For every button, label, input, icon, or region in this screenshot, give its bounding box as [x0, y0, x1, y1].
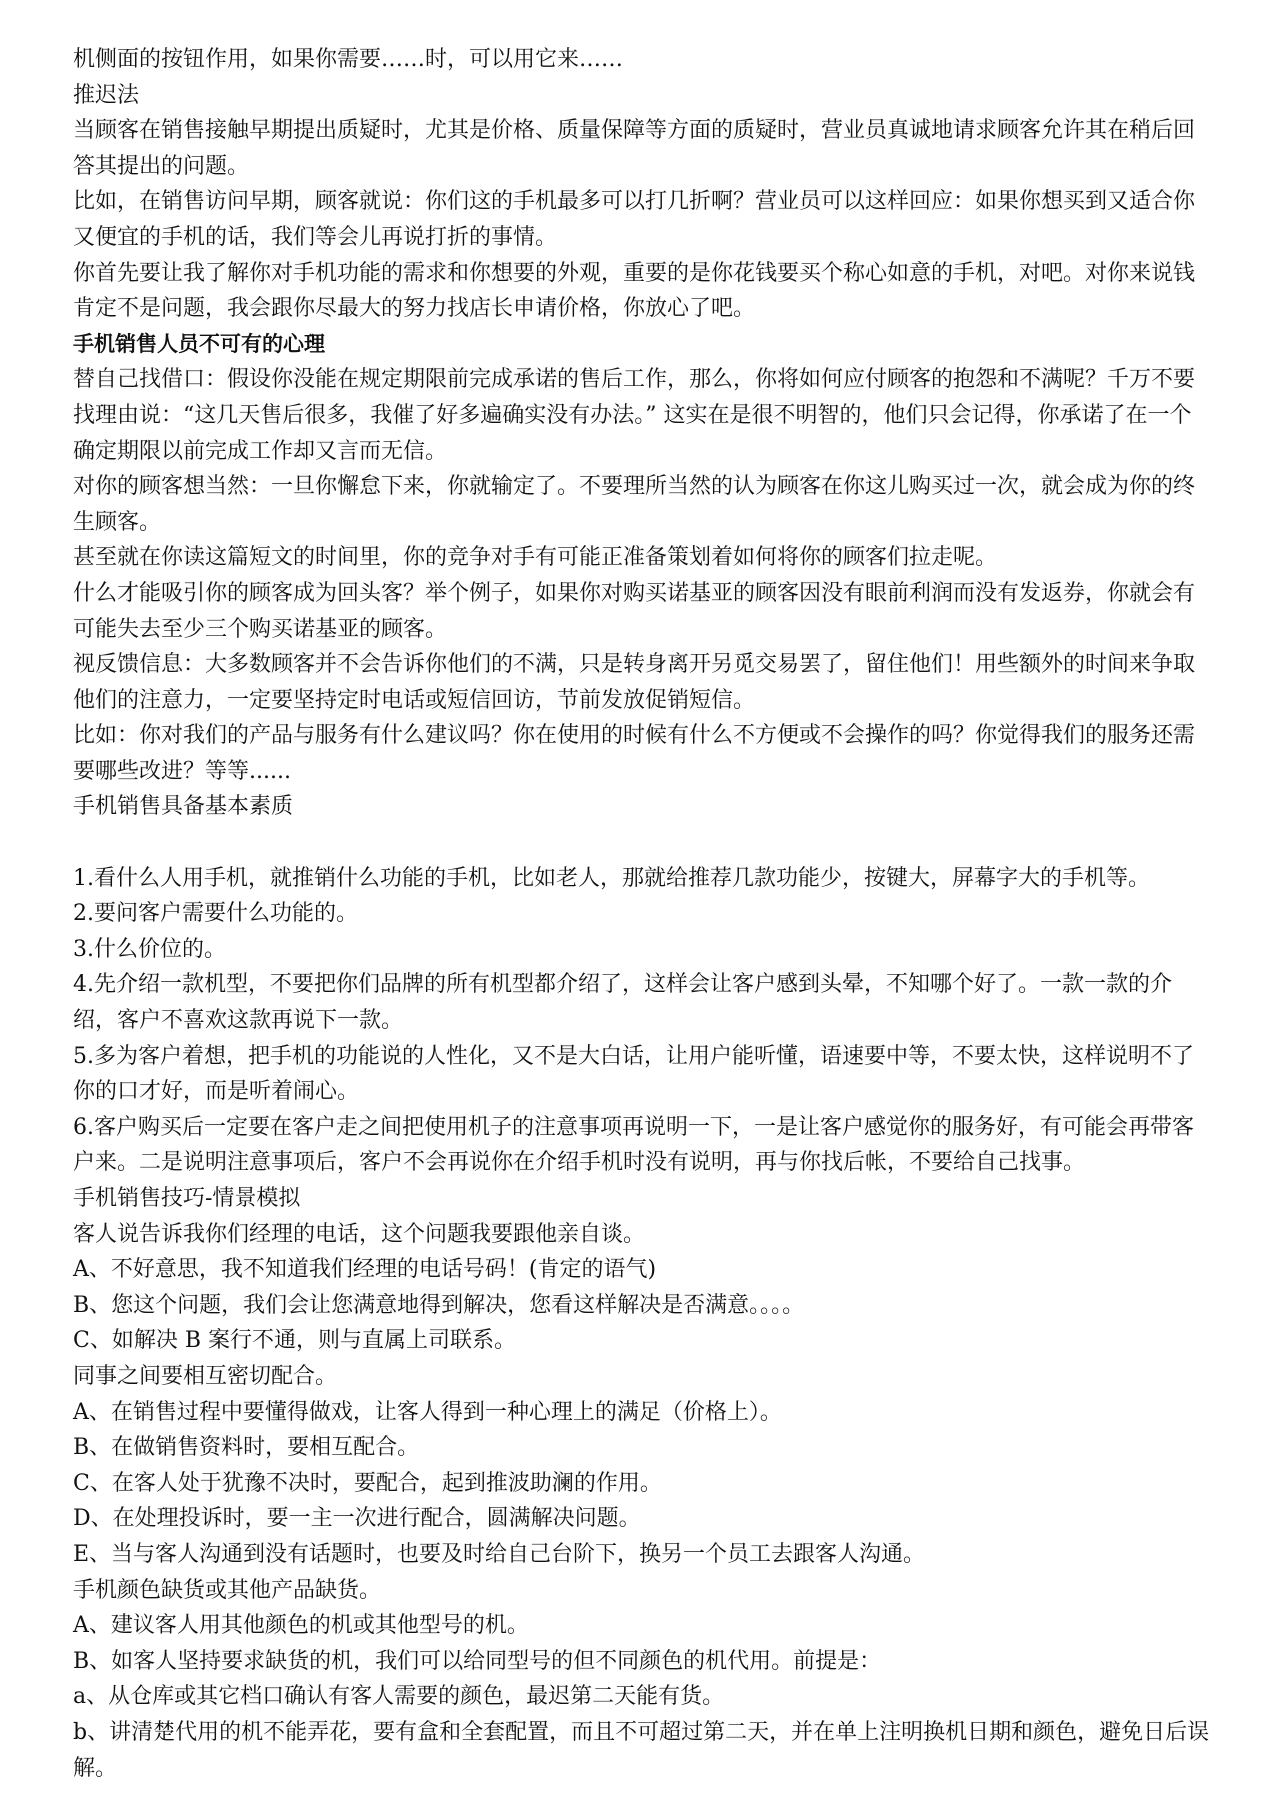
paragraph: 对你的顾客想当然：一旦你懈怠下来，你就输定了。不要理所当然的认为顾客在你这儿购买过一次，就会成为你的终生顾客。 — [73, 474, 1196, 535]
section-heading-scenarios: 手机销售技巧-情景模拟 — [73, 1186, 301, 1211]
paragraph: 机侧面的按钮作用，如果你需要……时，可以用它来…… — [73, 47, 624, 72]
list-item: C、在客人处于犹豫不决时，要配合，起到推波助澜的作用。 — [73, 1470, 662, 1496]
list-item: A、在销售过程中要懂得做戏，让客人得到一种心理上的满足（价格上）。 — [73, 1399, 782, 1425]
list-item: A、建议客人用其他颜色的机或其他型号的机。 — [73, 1613, 529, 1639]
section-heading-postpone: 推迟法 — [73, 82, 140, 108]
paragraph: 比如：你对我们的产品与服务有什么建议吗？你在使用的时候有什么不方便或不会操作的吗？你觉得我们的服务还需要哪些改进？等等...... — [73, 723, 1196, 784]
list-item: 3.什么价位的。 — [73, 936, 226, 962]
list-item: 4.先介绍一款机型，不要把你们品牌的所有机型都介绍了，这样会让客户感到头晕，不知哪个好了。一款一款的介绍，客户不喜欢这款再说下一款。 — [73, 972, 1172, 1034]
list-item: B、在做销售资料时，要相互配合。 — [73, 1435, 420, 1461]
paragraph: 客人说告诉我你们经理的电话，这个问题我要跟他亲自谈。 — [73, 1221, 646, 1247]
paragraph: 甚至就在你读这篇短文的时间里，你的竞争对手有可能正准备策划着如何将你的顾客们拉走呢。 — [73, 545, 998, 571]
list-item: A、不好意思，我不知道我们经理的电话号码！(肯定的语气) — [73, 1257, 657, 1283]
list-item: 5.多为客户着想，把手机的功能说的人性化，又不是大白话，让用户能听懂，语速要中等，不要太快，这样说明不了你的口才好，而是听着闹心。 — [73, 1043, 1194, 1105]
paragraph: 替自己找借口：假设你没能在规定期限前完成承诺的售后工作，那么，你将如何应付顾客的抱怨和不满呢？千万不要找理由说：“这几天售后很多，我催了好多遍确实没有办法。” 这实在是很不明智的，他们只会记得，你承诺了在一个确定期限以前完成工作却又言而无信。 — [73, 367, 1196, 464]
list-item: B、您这个问题，我们会让您满意地得到解决，您看这样解决是否满意。。。。 — [73, 1292, 805, 1318]
list-item: b、讲清楚代用的机不能弄花，要有盒和全套配置，而且不可超过第二天，并在单上注明换机日期和颜色，避免日后误解。 — [73, 1719, 1210, 1781]
paragraph: 手机颜色缺货或其他产品缺货。 — [73, 1577, 382, 1603]
list-item: 6.客户购买后一定要在客户走之间把使用机子的注意事项再说明一下，一是让客户感觉你的服务好，有可能会再带客户来。二是说明注意事项后，客户不会再说你在介绍手机时没有说明，再与你找后帐，不要给自己找事。 — [73, 1114, 1194, 1176]
list-item: 2.要问客户需要什么功能的。 — [73, 901, 358, 927]
list-item: a、从仓库或其它档口确认有客人需要的颜色，最迟第二天能有货。 — [73, 1684, 725, 1710]
list-item: 1.看什么人用手机，就推销什么功能的手机，比如老人，那就给推荐几款功能少，按键大，屏幕字大的手机等。 — [73, 865, 1150, 891]
section-heading-mindset: 手机销售人员不可有的心理 — [73, 331, 325, 356]
list-item: C、如解决 B 案行不通，则与直属上司联系。 — [73, 1328, 516, 1354]
paragraph: 视反馈信息：大多数顾客并不会告诉你他们的不满，只是转身离开另觅交易罢了，留住他们！用些额外的时间来争取他们的注意力，一定要坚持定时电话或短信回访，节前发放促销短信。 — [73, 652, 1196, 713]
paragraph: 你首先要让我了解你对手机功能的需求和你想要的外观，重要的是你花钱要买个称心如意的手机，对吧。对你来说钱肯定不是问题，我会跟你尽最大的努力找店长申请价格，你放心了吧。 — [73, 260, 1196, 322]
section-heading-qualities: 手机销售具备基本素质 — [73, 794, 294, 820]
paragraph: 什么才能吸引你的顾客成为回头客？举个例子，如果你对购买诺基亚的顾客因没有眼前利润而没有发返券，你就会有可能失去至少三个购买诺基亚的顾客。 — [73, 580, 1196, 642]
blank-line — [73, 825, 1210, 861]
paragraph: 比如，在销售访问早期，顾客就说：你们这的手机最多可以打几折啊？营业员可以这样回应：如果你想买到又适合你又便宜的手机的话，我们等会儿再说打折的事情。 — [73, 189, 1196, 250]
list-item: B、如客人坚持要求缺货的机，我们可以给同型号的但不同颜色的机代用。前提是： — [73, 1648, 882, 1674]
list-item: D、在处理投诉时，要一主一次进行配合，圆满解决问题。 — [73, 1506, 641, 1532]
paragraph: 当顾客在销售接触早期提出质疑时，尤其是价格、质量保障等方面的质疑时，营业员真诚地请求顾客允许其在稍后回答其提出的问题。 — [73, 118, 1196, 179]
list-item: E、当与客人沟通到没有话题时，也要及时给自己台阶下，换另一个员工去跟客人沟通。 — [73, 1541, 926, 1567]
paragraph: 同事之间要相互密切配合。 — [73, 1363, 338, 1389]
